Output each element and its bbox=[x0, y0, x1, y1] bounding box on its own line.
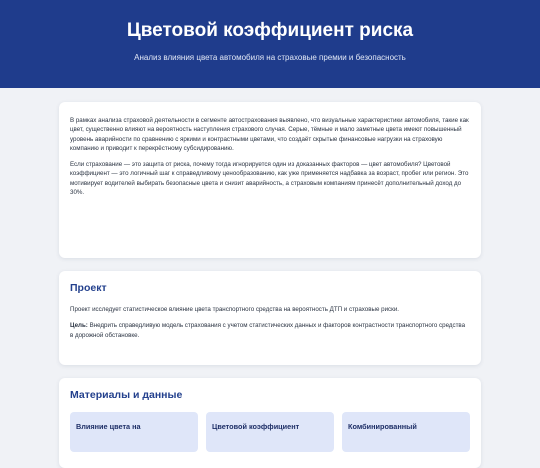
intro-paragraph-1: В рамках анализа страховой деятельности в сегменте автострахования выявлено, что визуальные характеристики автомобиля, такие как цвет, существенно влияют на вероятность наступления страхового случая. Серые, тёмные и мало заметные цвета имеют повышенный уровень аварийности по сравнению с яркими и контрастными цветами, что создаёт скрытые финансовые нагрузки на страховую компанию и приводит к перекрёстному субсидированию. bbox=[70, 117, 469, 152]
material-card-color-coefficient[interactable] bbox=[206, 412, 334, 452]
page-header bbox=[0, 0, 540, 88]
project-title: Проект bbox=[70, 282, 107, 294]
material-card-title: Цветовой коэффициент bbox=[212, 422, 300, 431]
project-goal bbox=[70, 321, 470, 340]
intro-card bbox=[59, 102, 481, 258]
project-goal-label: Цель: bbox=[70, 322, 88, 330]
page-subtitle: Анализ влияния цвета автомобиля на страховые премии и безопасность bbox=[134, 53, 406, 62]
intro-paragraph-2: Если страхование — это защита от риска, почему тогда игнорируется один из доказанных факторов — цвет автомобиля? Цветовой коэффициент — это логичный шаг к справедливому ценообразованию, как уже применяется надбавка за возраст, пробег или регион. Это мотивирует водителей выбирать безопасные цвета и снизит аварийность, а страховым компаниям принесёт дополнительный доход до 30%. bbox=[70, 161, 469, 197]
main-content bbox=[0, 88, 540, 468]
materials-card bbox=[59, 378, 481, 468]
materials-title: Материалы и данные bbox=[70, 389, 183, 401]
material-card-title: Влияние цвета на bbox=[76, 422, 141, 431]
project-card bbox=[59, 271, 481, 365]
materials-grid bbox=[70, 412, 470, 452]
project-goal-text: Внедрить справедливую модель страхования с учетом статистических данных и факторов контрастности транспортного средства в дорожной обстановке. bbox=[70, 322, 466, 339]
material-card-color-influence[interactable] bbox=[70, 412, 198, 452]
project-description: Проект исследует статистическое влияние цвета транспортного средства на вероятность ДТП и страховые риски. bbox=[70, 306, 400, 313]
page-title: Цветовой коэффициент риска bbox=[126, 20, 414, 41]
material-card-title: Комбинированный bbox=[348, 422, 417, 431]
material-card-combined[interactable] bbox=[342, 412, 470, 452]
